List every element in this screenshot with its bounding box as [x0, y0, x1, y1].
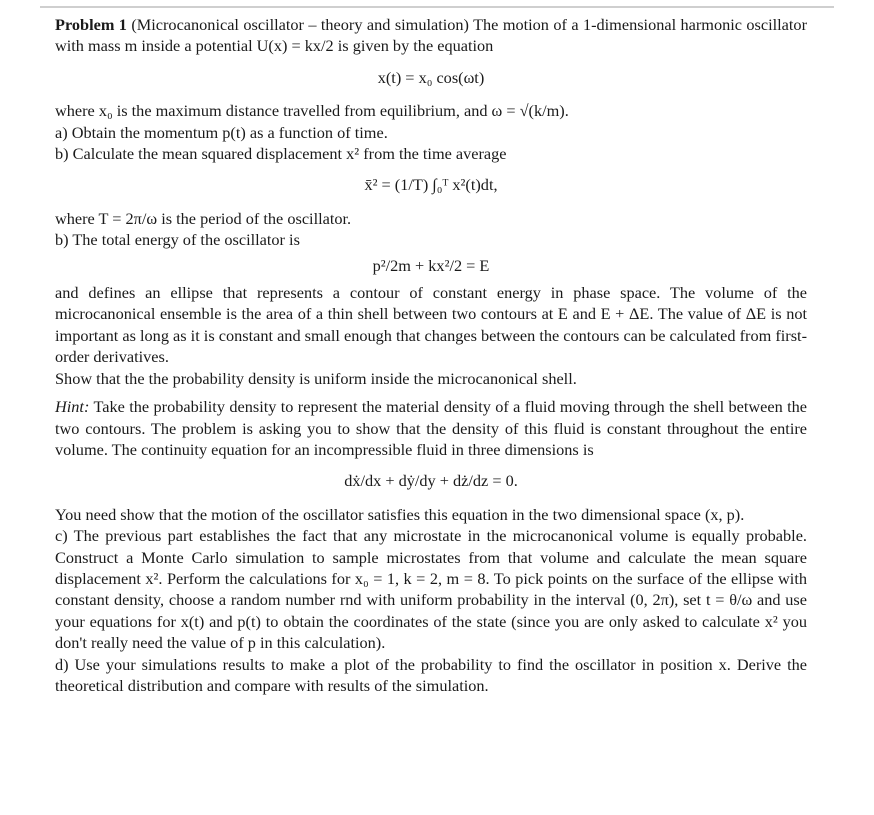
- hint-text: Take the probability density to represent the material density of a fluid moving through the shell between the two contours. The problem is asking you to show that the density of this fluid is constant throughout the entire volume. The continuity equation for an incompressible fluid in three dimensions is: [55, 397, 807, 459]
- part-a: a) Obtain the momentum p(t) as a function of time.: [55, 122, 388, 142]
- equation-time-average: x̄² = (1/T) ∫₀ᵀ x²(t)dt,: [364, 175, 498, 195]
- equation-continuity: dẋ/dx + dẏ/dy + dż/dz = 0.: [344, 471, 518, 491]
- hint-label: Hint:: [55, 397, 90, 417]
- top-rule: [40, 6, 834, 8]
- part-c: c) The previous part establishes the fact that any microstate in the microcanonical volume is equally probable. Construct a Monte Carlo simulation to sample microstates from that volume and calculate the mean square displacement x². Perform the calculations for x₀ = 1, k = 2, m = 8. To pick points on the surface of the ellipse with constant density, choose a random number rnd with uniform probability in the interval (0, 2π), set t = θ/ω and use your equations for x(t) and p(t) to obtain the coordinates of the state (since you are only asked to calculate x² you don't really need the value of p in this calculation).: [55, 526, 807, 653]
- problem-document: [55, 14, 807, 696]
- part-d: d) Use your simulations results to make a plot of the probability to find the oscillator in position x. Derive the theoretical distribution and compare with results of the simulation.: [55, 654, 807, 695]
- problem-intro-text: (Microcanonical oscillator – theory and simulation) The motion of a 1-dimensional harmonic oscillator with mass m inside a potential U(x) = kx/2 is given by the equation: [55, 15, 807, 56]
- ellipse-paragraph: and defines an ellipse that represents a contour of constant energy in phase space. The volume of the microcanonical ensemble is the area of a thin shell between two contours at E and E + ΔE. The value of ΔE is not important as long as it is constant and small enough that changes between the contours can be calculated from first-order derivatives.: [55, 283, 807, 367]
- part-b-total-energy: b) The total energy of the oscillator is: [55, 230, 300, 250]
- part-b-mean-squared: b) Calculate the mean squared displacement x² from the time average: [55, 144, 507, 164]
- equation-position: x(t) = x₀ cos(ωt): [377, 67, 485, 87]
- where-line: where x₀ is the maximum distance travelled from equilibrium, and ω = √(k/m).: [55, 101, 569, 121]
- problem-title: Problem 1: [55, 15, 127, 34]
- problem-intro: [55, 14, 807, 57]
- equation-energy: p²/2m + kx²/2 = E: [372, 255, 490, 275]
- show-uniform-line: Show that the the probability density is uniform inside the microcanonical shell.: [55, 368, 577, 388]
- need-show-line: You need show that the motion of the oscillator satisfies this equation in the two dimensional space (x, p).: [55, 504, 745, 524]
- hint-paragraph: [55, 396, 807, 460]
- period-line: where T = 2π/ω is the period of the oscillator.: [55, 208, 352, 228]
